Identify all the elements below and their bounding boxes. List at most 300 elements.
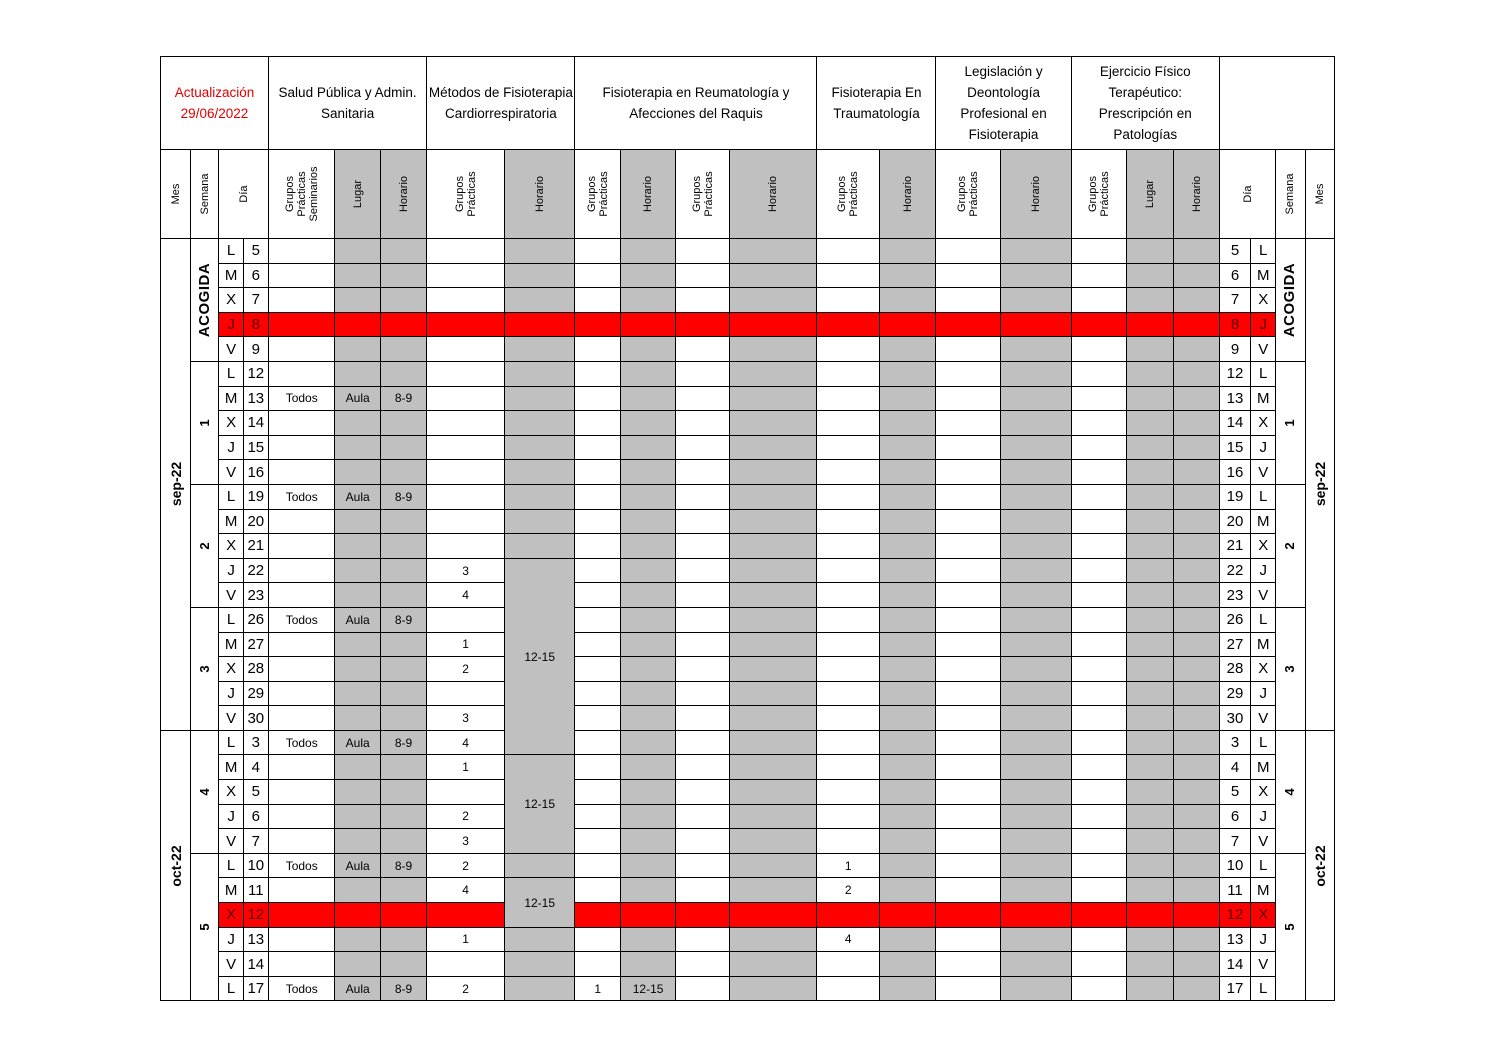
week-cell <box>191 239 219 362</box>
cardio-grupos-cell: 1 <box>427 927 505 952</box>
reuma-grupos-cell <box>575 927 620 952</box>
sp-horario-cell: 8-9 <box>380 853 426 878</box>
cardio-horario-cell <box>504 288 575 313</box>
sp-horario-cell <box>380 239 426 264</box>
sp-lugar-cell <box>335 534 380 559</box>
trauma-grupos-cell <box>817 263 880 288</box>
ejer-lugar-cell <box>1127 583 1174 608</box>
reuma-horario-cell <box>620 681 675 706</box>
day-number: 4 <box>243 755 268 780</box>
table-row <box>161 657 1335 682</box>
trauma-horario-cell <box>880 583 936 608</box>
reuma-grupos-cell <box>575 607 620 632</box>
ejer-grupos-cell <box>1071 386 1126 411</box>
cardio-grupos-cell: 4 <box>427 583 505 608</box>
col-legis-horario: Horario <box>1001 150 1072 239</box>
reuma-horario-cell <box>620 952 675 977</box>
reuma-grupos-cell <box>575 509 620 534</box>
ejer-lugar-cell <box>1127 976 1174 1001</box>
ejer-grupos-cell <box>1071 288 1126 313</box>
reuma-grupos-cell <box>575 853 620 878</box>
ejer-lugar-cell <box>1127 484 1174 509</box>
cardio-horario-cell <box>504 337 575 362</box>
ejer-horario-cell <box>1174 903 1219 928</box>
reuma-grupos-cell-2 <box>676 484 729 509</box>
trauma-grupos-cell <box>817 706 880 731</box>
day-number-right: 21 <box>1219 534 1250 559</box>
sp-grupos-cell <box>268 435 335 460</box>
reuma-horario-cell <box>620 878 675 903</box>
cardio-horario-cell: 12-15 <box>504 558 575 755</box>
day-number: 14 <box>243 411 268 436</box>
sp-horario-cell <box>380 681 426 706</box>
sp-horario-cell <box>380 288 426 313</box>
day-number-right: 23 <box>1219 583 1250 608</box>
day-letter: V <box>219 952 243 977</box>
day-number-right: 13 <box>1219 386 1250 411</box>
sp-horario-cell <box>380 706 426 731</box>
ejer-lugar-cell <box>1127 312 1174 337</box>
legis-grupos-cell <box>936 484 1001 509</box>
reuma-horario-cell <box>620 534 675 559</box>
legis-grupos-cell <box>936 952 1001 977</box>
reuma-horario-cell <box>620 239 675 264</box>
legis-horario-cell <box>1001 706 1072 731</box>
ejer-horario-cell <box>1174 730 1219 755</box>
reuma-horario-cell-2 <box>729 239 817 264</box>
legis-horario-cell <box>1001 755 1072 780</box>
legis-grupos-cell <box>936 460 1001 485</box>
ejer-grupos-cell <box>1071 706 1126 731</box>
legis-grupos-cell <box>936 288 1001 313</box>
sp-lugar-cell <box>335 411 380 436</box>
sp-grupos-cell <box>268 558 335 583</box>
day-number: 15 <box>243 435 268 460</box>
day-number: 27 <box>243 632 268 657</box>
day-letter: J <box>219 312 243 337</box>
day-letter: V <box>219 583 243 608</box>
trauma-horario-cell <box>880 484 936 509</box>
month-label: sep-22 <box>1311 462 1328 507</box>
trauma-grupos-cell <box>817 730 880 755</box>
ejer-grupos-cell <box>1071 903 1126 928</box>
reuma-grupos-cell-2 <box>676 730 729 755</box>
day-number: 21 <box>243 534 268 559</box>
trauma-horario-cell <box>880 435 936 460</box>
trauma-horario-cell <box>880 976 936 1001</box>
sp-lugar-cell <box>335 583 380 608</box>
reuma-horario-cell-2 <box>729 681 817 706</box>
reuma-grupos-cell <box>575 312 620 337</box>
trauma-horario-cell <box>880 263 936 288</box>
day-letter-right: J <box>1251 558 1276 583</box>
week-cell-right <box>1276 853 1305 1001</box>
trauma-grupos-cell <box>817 386 880 411</box>
sp-grupos-cell <box>268 755 335 780</box>
sp-lugar-cell <box>335 952 380 977</box>
ejer-lugar-cell <box>1127 927 1174 952</box>
sp-lugar-cell <box>335 337 380 362</box>
reuma-horario-cell-2 <box>729 263 817 288</box>
trauma-grupos-cell <box>817 583 880 608</box>
ejer-horario-cell <box>1174 607 1219 632</box>
reuma-grupos-cell <box>575 558 620 583</box>
reuma-grupos-cell-2 <box>676 386 729 411</box>
reuma-horario-cell <box>620 411 675 436</box>
table-row <box>161 829 1335 854</box>
reuma-horario-cell <box>620 706 675 731</box>
sp-lugar-cell <box>335 927 380 952</box>
ejer-horario-cell <box>1174 657 1219 682</box>
day-letter: X <box>219 657 243 682</box>
month-cell-right <box>1305 730 1334 1001</box>
trauma-horario-cell <box>880 730 936 755</box>
day-letter: M <box>219 263 243 288</box>
sp-grupos-cell <box>268 534 335 559</box>
subject-traumatologia: Fisioterapia En Traumatología <box>817 57 936 150</box>
ejer-horario-cell <box>1174 706 1219 731</box>
table-row <box>161 976 1335 1001</box>
cardio-grupos-cell <box>427 435 505 460</box>
table-row <box>161 484 1335 509</box>
day-number-right: 17 <box>1219 976 1250 1001</box>
trauma-grupos-cell <box>817 607 880 632</box>
reuma-horario-cell-2 <box>729 435 817 460</box>
subject-salud-publica: Salud Pública y Admin. Sanitaria <box>268 57 426 150</box>
ejer-grupos-cell <box>1071 755 1126 780</box>
day-letter: J <box>219 927 243 952</box>
legis-horario-cell <box>1001 780 1072 805</box>
sp-lugar-cell <box>335 681 380 706</box>
ejer-horario-cell <box>1174 853 1219 878</box>
table-row <box>161 435 1335 460</box>
cardio-grupos-cell <box>427 484 505 509</box>
sp-horario-cell <box>380 263 426 288</box>
month-label: oct-22 <box>167 845 184 887</box>
cardio-grupos-cell <box>427 534 505 559</box>
ejer-grupos-cell <box>1071 435 1126 460</box>
day-number-right: 14 <box>1219 952 1250 977</box>
cardio-grupos-cell: 2 <box>427 804 505 829</box>
legis-grupos-cell <box>936 755 1001 780</box>
ejer-lugar-cell <box>1127 607 1174 632</box>
reuma-horario-cell-2 <box>729 534 817 559</box>
ejer-grupos-cell <box>1071 952 1126 977</box>
day-number: 22 <box>243 558 268 583</box>
reuma-grupos-cell <box>575 386 620 411</box>
week-label: 4 <box>196 788 212 796</box>
cardio-horario-cell <box>504 853 575 878</box>
trauma-grupos-cell <box>817 829 880 854</box>
ejer-lugar-cell <box>1127 337 1174 362</box>
trauma-grupos-cell <box>817 558 880 583</box>
col-dia: Día <box>219 150 268 239</box>
reuma-horario-cell-2 <box>729 755 817 780</box>
day-letter-right: L <box>1251 730 1276 755</box>
reuma-grupos-cell-2 <box>676 632 729 657</box>
ejer-horario-cell <box>1174 337 1219 362</box>
cardio-grupos-cell: 4 <box>427 730 505 755</box>
legis-horario-cell <box>1001 361 1072 386</box>
table-row <box>161 706 1335 731</box>
legis-horario-cell <box>1001 411 1072 436</box>
col-cardio-horario: Horario <box>504 150 575 239</box>
week-cell <box>191 361 219 484</box>
reuma-grupos-cell <box>575 903 620 928</box>
table-row <box>161 288 1335 313</box>
table-row <box>161 607 1335 632</box>
cardio-horario-cell <box>504 976 575 1001</box>
schedule-table <box>160 56 1335 1001</box>
reuma-horario-cell <box>620 607 675 632</box>
ejer-lugar-cell <box>1127 239 1174 264</box>
col-ejer-grupos: Grupos Prácticas <box>1071 150 1126 239</box>
table-row <box>161 952 1335 977</box>
update-header <box>161 57 269 150</box>
reuma-horario-cell-2 <box>729 460 817 485</box>
day-letter-right: M <box>1251 878 1276 903</box>
table-row <box>161 509 1335 534</box>
trauma-grupos-cell <box>817 509 880 534</box>
ejer-grupos-cell <box>1071 657 1126 682</box>
trauma-horario-cell <box>880 386 936 411</box>
reuma-horario-cell-2 <box>729 829 817 854</box>
reuma-grupos-cell-2 <box>676 657 729 682</box>
reuma-grupos-cell-2 <box>676 435 729 460</box>
reuma-grupos-cell-2 <box>676 829 729 854</box>
sp-lugar-cell <box>335 460 380 485</box>
ejer-grupos-cell <box>1071 509 1126 534</box>
day-number-right: 26 <box>1219 607 1250 632</box>
ejer-lugar-cell <box>1127 411 1174 436</box>
sp-horario-cell: 8-9 <box>380 386 426 411</box>
sp-lugar-cell <box>335 878 380 903</box>
sp-lugar-cell: Aula <box>335 976 380 1001</box>
week-label: 1 <box>1282 419 1298 427</box>
ejer-grupos-cell <box>1071 411 1126 436</box>
reuma-horario-cell <box>620 903 675 928</box>
col-mes: Mes <box>161 150 191 239</box>
table-row <box>161 903 1335 928</box>
table-row <box>161 681 1335 706</box>
day-number: 13 <box>243 927 268 952</box>
day-number: 12 <box>243 361 268 386</box>
day-letter: V <box>219 706 243 731</box>
reuma-horario-cell-2 <box>729 312 817 337</box>
day-letter: L <box>219 976 243 1001</box>
table-row <box>161 558 1335 583</box>
reuma-horario-cell <box>620 755 675 780</box>
sp-horario-cell <box>380 755 426 780</box>
table-row <box>161 312 1335 337</box>
table-row <box>161 780 1335 805</box>
subject-ejercicio-fisico: Ejercicio Físico Terapéutico: Prescripción en Patologías <box>1071 57 1219 150</box>
reuma-horario-cell-2 <box>729 976 817 1001</box>
day-number: 20 <box>243 509 268 534</box>
col-ejer-horario: Horario <box>1174 150 1219 239</box>
sp-grupos-cell <box>268 927 335 952</box>
trauma-grupos-cell <box>817 903 880 928</box>
table-row <box>161 583 1335 608</box>
legis-horario-cell <box>1001 558 1072 583</box>
day-letter-right: M <box>1251 509 1276 534</box>
week-label: 5 <box>196 923 212 931</box>
day-letter-right: L <box>1251 607 1276 632</box>
ejer-lugar-cell <box>1127 878 1174 903</box>
day-number: 14 <box>243 952 268 977</box>
trauma-horario-cell <box>880 927 936 952</box>
sp-grupos-cell <box>268 952 335 977</box>
reuma-horario-cell-2 <box>729 386 817 411</box>
sp-lugar-cell: Aula <box>335 386 380 411</box>
reuma-horario-cell <box>620 853 675 878</box>
legis-horario-cell <box>1001 607 1072 632</box>
trauma-horario-cell <box>880 706 936 731</box>
day-letter: L <box>219 730 243 755</box>
ejer-lugar-cell <box>1127 509 1174 534</box>
day-letter-right: X <box>1251 288 1276 313</box>
week-label: 5 <box>1282 923 1298 931</box>
cardio-grupos-cell <box>427 509 505 534</box>
col-dia-right: Día <box>1219 150 1275 239</box>
day-number: 3 <box>243 730 268 755</box>
day-letter-right: V <box>1251 706 1276 731</box>
reuma-grupos-cell <box>575 952 620 977</box>
reuma-horario-cell-2 <box>729 730 817 755</box>
col-sp-lugar: Lugar <box>335 150 380 239</box>
reuma-horario-cell-2 <box>729 361 817 386</box>
sp-grupos-cell <box>268 780 335 805</box>
sp-grupos-cell: Todos <box>268 386 335 411</box>
week-label: 1 <box>196 419 212 427</box>
sp-lugar-cell <box>335 829 380 854</box>
reuma-grupos-cell <box>575 780 620 805</box>
day-number: 23 <box>243 583 268 608</box>
cardio-grupos-cell: 1 <box>427 755 505 780</box>
day-letter-right: J <box>1251 927 1276 952</box>
reuma-grupos-cell <box>575 706 620 731</box>
cardio-grupos-cell <box>427 263 505 288</box>
trauma-grupos-cell <box>817 632 880 657</box>
reuma-horario-cell-2 <box>729 952 817 977</box>
sp-grupos-cell <box>268 583 335 608</box>
sp-horario-cell <box>380 780 426 805</box>
sp-lugar-cell <box>335 558 380 583</box>
day-number-right: 6 <box>1219 804 1250 829</box>
cardio-grupos-cell <box>427 460 505 485</box>
trauma-horario-cell <box>880 288 936 313</box>
week-cell-right <box>1276 607 1305 730</box>
sp-lugar-cell: Aula <box>335 607 380 632</box>
trauma-grupos-cell <box>817 804 880 829</box>
trauma-horario-cell <box>880 657 936 682</box>
trauma-horario-cell <box>880 239 936 264</box>
sp-grupos-cell: Todos <box>268 976 335 1001</box>
ejer-horario-cell <box>1174 878 1219 903</box>
sp-grupos-cell <box>268 681 335 706</box>
legis-horario-cell <box>1001 927 1072 952</box>
ejer-horario-cell <box>1174 927 1219 952</box>
ejer-horario-cell <box>1174 312 1219 337</box>
cardio-horario-cell <box>504 534 575 559</box>
day-letter: L <box>219 239 243 264</box>
trauma-grupos-cell <box>817 780 880 805</box>
legis-horario-cell <box>1001 657 1072 682</box>
ejer-grupos-cell <box>1071 853 1126 878</box>
table-row <box>161 460 1335 485</box>
day-number-right: 12 <box>1219 903 1250 928</box>
day-number-right: 5 <box>1219 780 1250 805</box>
sp-horario-cell <box>380 411 426 436</box>
sp-grupos-cell <box>268 829 335 854</box>
col-cardio-grupos: Grupos Prácticas <box>427 150 505 239</box>
week-label: 2 <box>196 542 212 550</box>
legis-horario-cell <box>1001 435 1072 460</box>
trauma-horario-cell <box>880 681 936 706</box>
trauma-horario-cell <box>880 780 936 805</box>
reuma-grupos-cell-2 <box>676 239 729 264</box>
reuma-horario-cell <box>620 730 675 755</box>
day-number-right: 13 <box>1219 927 1250 952</box>
sp-horario-cell: 8-9 <box>380 730 426 755</box>
trauma-grupos-cell <box>817 755 880 780</box>
reuma-horario-cell-2 <box>729 337 817 362</box>
month-cell <box>161 239 191 731</box>
legis-horario-cell <box>1001 312 1072 337</box>
cardio-grupos-cell <box>427 288 505 313</box>
reuma-horario-cell-2 <box>729 903 817 928</box>
trauma-horario-cell <box>880 632 936 657</box>
day-letter: L <box>219 853 243 878</box>
trauma-horario-cell <box>880 534 936 559</box>
trauma-horario-cell <box>880 607 936 632</box>
legis-horario-cell <box>1001 853 1072 878</box>
table-row <box>161 730 1335 755</box>
legis-horario-cell <box>1001 509 1072 534</box>
sp-lugar-cell <box>335 657 380 682</box>
day-number-right: 20 <box>1219 509 1250 534</box>
ejer-grupos-cell <box>1071 361 1126 386</box>
day-number: 9 <box>243 337 268 362</box>
reuma-horario-cell-2 <box>729 853 817 878</box>
day-number: 29 <box>243 681 268 706</box>
day-number-right: 22 <box>1219 558 1250 583</box>
ejer-horario-cell <box>1174 632 1219 657</box>
month-cell-right <box>1305 239 1334 731</box>
sp-lugar-cell: Aula <box>335 853 380 878</box>
reuma-horario-cell <box>620 361 675 386</box>
day-number: 6 <box>243 804 268 829</box>
trauma-grupos-cell <box>817 976 880 1001</box>
reuma-grupos-cell <box>575 878 620 903</box>
reuma-grupos-cell <box>575 484 620 509</box>
ejer-grupos-cell <box>1071 558 1126 583</box>
reuma-grupos-cell-2 <box>676 681 729 706</box>
ejer-lugar-cell <box>1127 657 1174 682</box>
legis-horario-cell <box>1001 534 1072 559</box>
ejer-horario-cell <box>1174 435 1219 460</box>
legis-horario-cell <box>1001 730 1072 755</box>
reuma-grupos-cell-2 <box>676 263 729 288</box>
ejer-horario-cell <box>1174 386 1219 411</box>
sp-horario-cell <box>380 657 426 682</box>
trauma-horario-cell <box>880 829 936 854</box>
ejer-lugar-cell <box>1127 952 1174 977</box>
sp-horario-cell <box>380 312 426 337</box>
day-letter-right: V <box>1251 829 1276 854</box>
reuma-horario-cell <box>620 583 675 608</box>
trauma-horario-cell <box>880 411 936 436</box>
